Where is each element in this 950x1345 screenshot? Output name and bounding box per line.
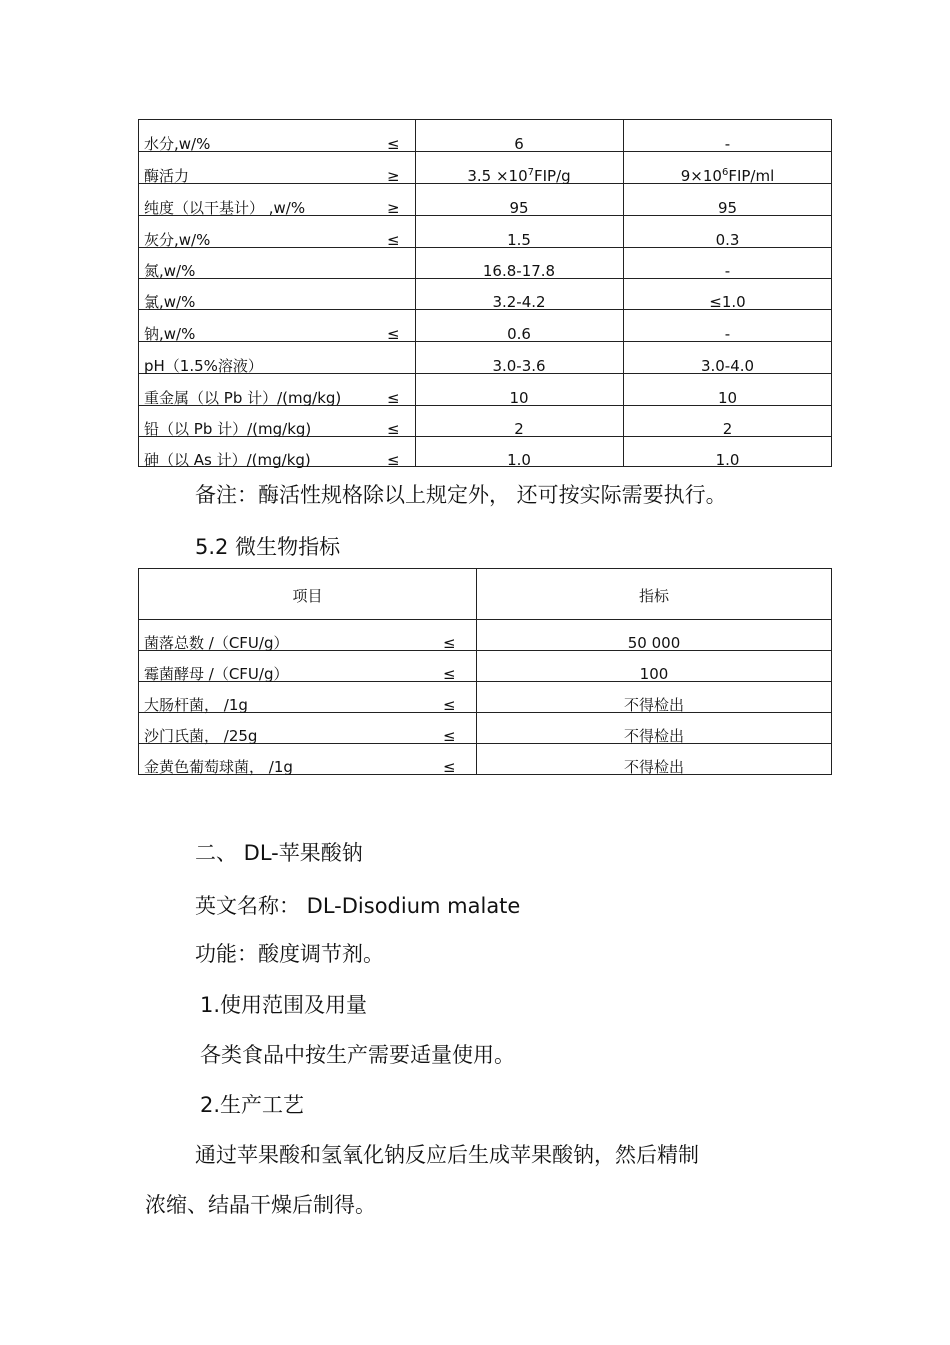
row-label: 氮,w/% — [144, 262, 196, 280]
value-col2: 2 — [722, 420, 733, 438]
comparison-symbol: ≤ — [387, 231, 400, 249]
value-col1: 10 — [509, 389, 529, 407]
value-col1: 2 — [514, 420, 524, 438]
table-row — [139, 619, 831, 651]
table-row — [139, 184, 831, 216]
section-title: 二、 DL-苹果酸钠 — [195, 841, 363, 865]
value-col2: 95 — [717, 199, 738, 217]
value-col2: 3.0-4.0 — [700, 357, 755, 375]
row-label: 重金属（以 Pb 计）/(mg/kg) — [144, 389, 342, 407]
value-col2: 0.3 — [715, 231, 740, 249]
value-col1: 95 — [509, 199, 529, 217]
table-row — [139, 152, 831, 184]
value-col1: 16.8-17.8 — [482, 262, 556, 280]
table-row — [139, 682, 831, 713]
row-value: 不得检出 — [623, 696, 684, 714]
value-col2: ≤1.0 — [709, 293, 746, 311]
value-col2: 1.0 — [715, 451, 740, 469]
comparison-symbol: ≤ — [443, 634, 456, 652]
spec-table — [138, 119, 832, 467]
function-line: 功能：酸度调节剂。 — [195, 942, 384, 966]
table-note: 备注：酶活性规格除以上规定外， 还可按实际需要执行。 — [195, 483, 727, 507]
table-row — [139, 342, 831, 374]
comparison-symbol: ≥ — [387, 199, 400, 217]
english-name: 英文名称： DL-Disodium malate — [195, 894, 521, 918]
row-value: 不得检出 — [623, 758, 684, 776]
row-label: 酶活力 — [144, 167, 190, 185]
header-index: 指标 — [638, 587, 669, 605]
comparison-symbol: ≤ — [387, 420, 400, 438]
row-label: 铅（以 Pb 计）/(mg/kg) — [144, 420, 312, 438]
table-row — [139, 247, 831, 279]
value-col2: - — [724, 325, 731, 343]
usage-heading: 1.使用范围及用量 — [200, 993, 368, 1017]
table-row — [139, 651, 831, 682]
comparison-symbol: ≤ — [443, 758, 456, 776]
process-heading: 2.生产工艺 — [200, 1093, 305, 1117]
comparison-symbol: ≥ — [387, 167, 400, 185]
value-col2: - — [724, 262, 731, 280]
value-col1: 1.5 — [507, 231, 531, 249]
table-row — [139, 120, 831, 152]
row-label: 菌落总数 /（CFU/g） — [144, 634, 289, 652]
comparison-symbol: ≤ — [443, 727, 456, 745]
header-item: 项目 — [292, 587, 323, 605]
comparison-symbol: ≤ — [387, 325, 400, 343]
row-label: 沙门氏菌， /25g — [144, 727, 258, 745]
value-col1: 6 — [514, 135, 524, 153]
row-value: 不得检出 — [623, 727, 684, 745]
table-row — [139, 374, 831, 406]
row-label: 金黄色葡萄球菌， /1g — [144, 758, 293, 776]
table-row — [139, 216, 831, 248]
value-col1: 0.6 — [507, 325, 531, 343]
value-col1: 3.0-3.6 — [492, 357, 546, 375]
table-row — [139, 744, 831, 775]
value-col2: $9\times 10^6FIP/ml$ — [680, 167, 775, 185]
comparison-symbol: ≤ — [443, 665, 456, 683]
comparison-symbol: ≤ — [387, 389, 400, 407]
row-value: 50 000 — [627, 634, 681, 652]
comparison-symbol: ≤ — [443, 696, 456, 714]
usage-text: 各类食品中按生产需要适量使用。 — [200, 1043, 515, 1067]
row-label: pH（1.5%溶液） — [144, 357, 263, 375]
value-col1: 1.0 — [507, 451, 531, 469]
row-label: 水分,w/% — [144, 135, 211, 153]
value-col1: $3.5 \times 10^7FIP/g$ — [467, 167, 571, 185]
process-text-line1: 通过苹果酸和氢氧化钠反应后生成苹果酸钠，然后精制 — [195, 1143, 699, 1167]
value-col1: 3.2-4.2 — [492, 293, 546, 311]
comparison-symbol: ≤ — [387, 135, 400, 153]
row-value: 100 — [639, 665, 669, 683]
section-heading: 5.2 微生物指标 — [195, 535, 341, 559]
table-row — [139, 310, 831, 342]
row-label: 钠,w/% — [144, 325, 196, 343]
row-label: 大肠杆菌， /1g — [144, 696, 248, 714]
table-row — [139, 713, 831, 744]
value-col2: 10 — [717, 389, 738, 407]
value-col2: - — [724, 135, 731, 153]
process-text-line2: 浓缩、结晶干燥后制得。 — [145, 1193, 376, 1217]
table-row — [139, 436, 831, 468]
comparison-symbol: ≤ — [387, 451, 400, 469]
row-label: 氯,w/% — [144, 293, 196, 311]
microbial-table — [138, 568, 832, 775]
row-label: 霉菌酵母 /（CFU/g） — [144, 665, 289, 683]
table-header — [139, 569, 831, 620]
table-row — [139, 278, 831, 310]
row-label: 纯度（以干基计） ,w/% — [144, 199, 306, 217]
row-label: 灰分,w/% — [144, 231, 211, 249]
row-label: 砷（以 As 计）/(mg/kg) — [144, 451, 311, 469]
table-row — [139, 405, 831, 437]
